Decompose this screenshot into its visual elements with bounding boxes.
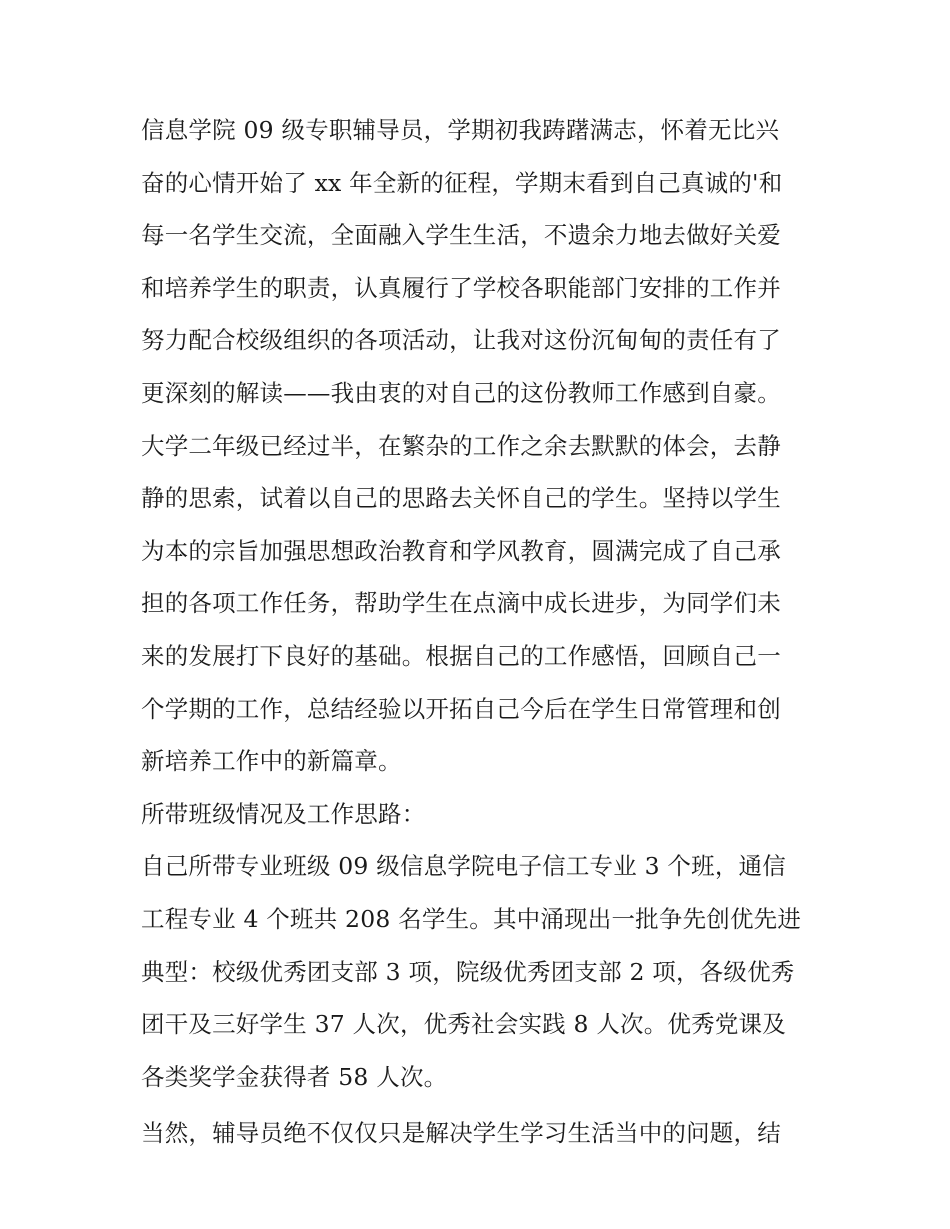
text-line: 团干及三好学生 37 人次，优秀社会实践 8 人次。优秀党课及	[141, 1010, 786, 1039]
text-line: 新培养工作中的新篇章。	[141, 747, 402, 776]
text-line: 为本的宗旨加强思想政治教育和学风教育，圆满完成了自己承	[141, 536, 781, 565]
paragraph-1	[141, 104, 821, 788]
text-line: 来的发展打下良好的基础。根据自己的工作感悟，回顾自己一	[141, 641, 781, 670]
document-body	[141, 104, 821, 1160]
text-line: 更深刻的解读——我由衷的对自己的这份教师工作感到自豪。	[141, 378, 781, 407]
text-line: 和培养学生的职责，认真履行了学校各职能部门安排的工作并	[141, 273, 781, 302]
text-line: 个学期的工作，总结经验以开拓自己今后在学生日常管理和创	[141, 694, 781, 723]
paragraph-2	[141, 840, 821, 1103]
text-line: 大学二年级已经过半，在繁杂的工作之余去默默的体会，去静	[141, 431, 781, 460]
text-line: 努力配合校级组织的各项活动，让我对这份沉甸甸的责任有了	[141, 326, 781, 355]
text-line: 自己所带专业班级 09 级信息学院电子信工专业 3 个班，通信	[141, 852, 786, 881]
text-line: 奋的心情开始了 xx 年全新的征程，学期末看到自己真诚的'和	[141, 168, 783, 197]
text-line: 工程专业 4 个班共 208 名学生。其中涌现出一批争先创优先进	[141, 904, 802, 933]
paragraph-3	[141, 1107, 821, 1160]
text-line: 各类奖学金获得者 58 人次。	[141, 1062, 448, 1091]
text-line: 信息学院 09 级专职辅导员，学期初我踌躇满志，怀着无比兴	[141, 116, 780, 144]
text-line: 担的各项工作任务，帮助学生在点滴中成长进步，为同学们未	[141, 589, 781, 618]
text-line: 静的思索，试着以自己的思路去关怀自己的学生。坚持以学生	[141, 484, 781, 513]
text-line: 典型：校级优秀团支部 3 项，院级优秀团支部 2 项，各级优秀	[141, 957, 795, 986]
text-line: 当然，辅导员绝不仅仅只是解决学生学习生活当中的问题，结	[141, 1119, 781, 1148]
section-heading: 所带班级情况及工作思路：	[141, 799, 426, 828]
text-line: 每一名学生交流，全面融入学生生活，不遗余力地去做好关爱	[141, 221, 781, 250]
